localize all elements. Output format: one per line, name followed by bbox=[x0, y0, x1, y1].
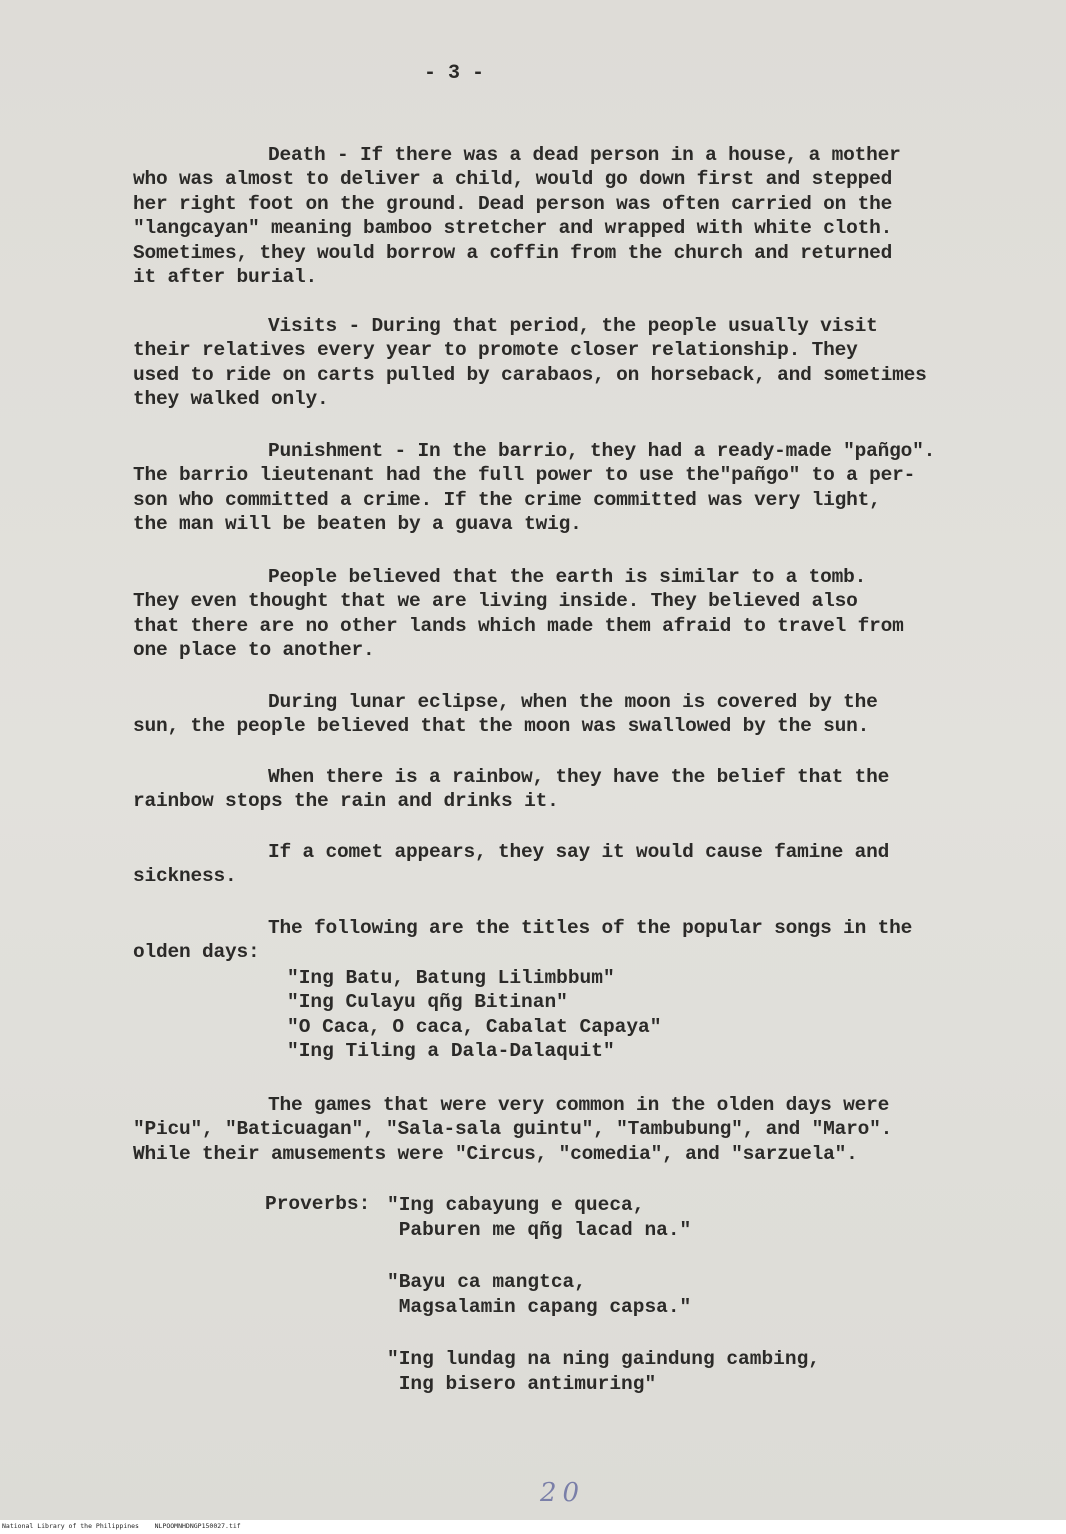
proverb-line: Magsalamin capang capsa." bbox=[387, 1296, 692, 1318]
song-title: "Ing Culayu qñg Bitinan" bbox=[287, 991, 568, 1014]
text-line: son who committed a crime. If the crime committed was very light, bbox=[133, 488, 881, 511]
proverbs-label: Proverbs: bbox=[265, 1193, 371, 1215]
text-line: Punishment - In the barrio, they had a ready-made "pañgo". bbox=[268, 440, 936, 462]
text-line: If a comet appears, they say it would cause famine and bbox=[268, 841, 890, 863]
paragraph-rainbow bbox=[133, 765, 983, 814]
text-line: During lunar eclipse, when the moon is covered by the bbox=[268, 691, 878, 713]
paragraph-death bbox=[133, 143, 983, 289]
text-line: who was almost to deliver a child, would go down first and stepped bbox=[133, 168, 893, 191]
text-line: their relatives every year to promote closer relationship. They bbox=[133, 339, 858, 362]
paragraph-eclipse bbox=[133, 690, 983, 739]
text-line: The barrio lieutenant had the full power to use the"pañgo" to a per- bbox=[133, 464, 916, 487]
text-line: They even thought that we are living inside. They believed also bbox=[133, 590, 858, 613]
song-title: "Ing Tiling a Dala-Dalaquit" bbox=[287, 1040, 615, 1063]
text-line: used to ride on carts pulled by carabaos, on horseback, and sometimes bbox=[133, 363, 927, 386]
proverb bbox=[387, 1193, 691, 1243]
page-number: - 3 - bbox=[424, 62, 485, 85]
text-line: they walked only. bbox=[133, 388, 329, 411]
text-line: The games that were very common in the olden days were bbox=[268, 1094, 890, 1116]
text-line: "Picu", "Baticuagan", "Sala-sala guintu", "Tambubung", and "Maro". bbox=[133, 1118, 893, 1141]
song-list bbox=[287, 966, 661, 1064]
paragraph-songs-intro bbox=[133, 916, 983, 965]
text-line: "langcayan" meaning bamboo stretcher and wrapped with white cloth. bbox=[133, 217, 893, 240]
text-line: While their amusements were "Circus, "comedia", and "sarzuela". bbox=[133, 1142, 858, 1165]
text-line: it after burial. bbox=[133, 266, 318, 289]
text-line: Sometimes, they would borrow a coffin from the church and returned bbox=[133, 241, 893, 264]
text-line: the man will be beaten by a guava twig. bbox=[133, 513, 582, 536]
text-line: People believed that the earth is similar to a tomb. bbox=[268, 566, 867, 588]
text-line: olden days: bbox=[133, 941, 260, 964]
text-line: one place to another. bbox=[133, 639, 375, 662]
proverb bbox=[387, 1347, 820, 1397]
handwritten-page-number: 20 bbox=[540, 1478, 586, 1508]
text-line: The following are the titles of the popular songs in the bbox=[268, 917, 913, 939]
text-line: sun, the people believed that the moon was swallowed by the sun. bbox=[133, 715, 870, 738]
proverb-line: Ing bisero antimuring" bbox=[387, 1373, 657, 1395]
paragraph-earth-belief bbox=[133, 565, 983, 663]
text-line: her right foot on the ground. Dead person was often carried on the bbox=[133, 192, 893, 215]
paragraph-visits bbox=[133, 314, 983, 412]
paragraph-games bbox=[133, 1093, 983, 1166]
paragraph-comet bbox=[133, 840, 983, 889]
song-title: "O Caca, O caca, Cabalat Capaya" bbox=[287, 1015, 662, 1038]
proverb-line: "Ing cabayung e queca, bbox=[387, 1194, 645, 1216]
footer-caption: National Library of the Philippines NLPOOMNHDNGP150027.tif bbox=[2, 1522, 241, 1530]
text-line: Visits - During that period, the people usually visit bbox=[268, 315, 878, 337]
text-line: that there are no other lands which made them afraid to travel from bbox=[133, 614, 904, 637]
text-line: rainbow stops the rain and drinks it. bbox=[133, 790, 559, 813]
proverb-line: "Bayu ca mangtca, bbox=[387, 1271, 586, 1293]
text-line: When there is a rainbow, they have the belief that the bbox=[268, 766, 890, 788]
proverb bbox=[387, 1270, 691, 1320]
song-title: "Ing Batu, Batung Lilimbbum" bbox=[287, 967, 615, 989]
paragraph-punishment bbox=[133, 439, 983, 537]
proverb-line: Paburen me qñg lacad na." bbox=[387, 1219, 692, 1241]
text-line: sickness. bbox=[133, 865, 237, 888]
text-line: Death - If there was a dead person in a house, a mother bbox=[268, 144, 901, 166]
proverb-line: "Ing lundag na ning gaindung cambing, bbox=[387, 1348, 820, 1370]
